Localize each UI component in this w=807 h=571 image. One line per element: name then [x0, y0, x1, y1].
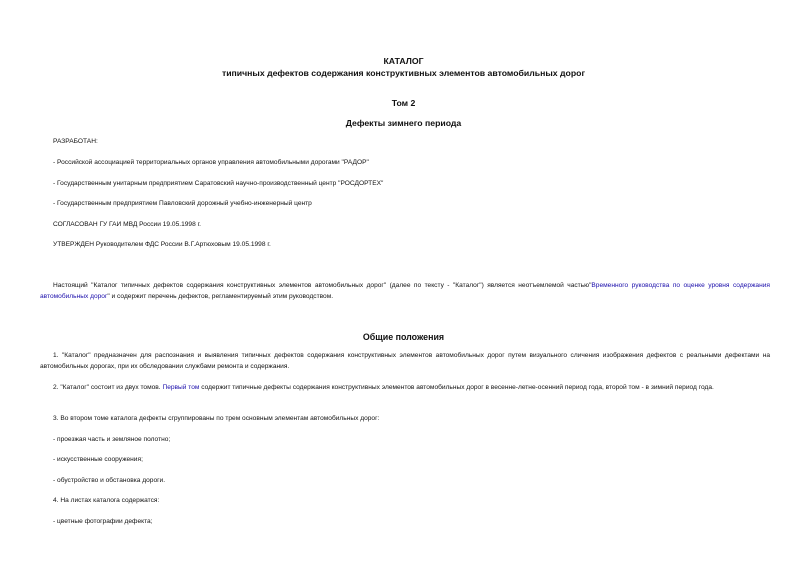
element-item: - проезжая часть и земляное полотно;	[53, 436, 171, 443]
guide-link[interactable]: Временного руководства по оценке уровня содержания автомобильных дорог	[40, 282, 770, 300]
developed-label: РАЗРАБОТАН:	[53, 138, 98, 145]
approved-line: УТВЕРЖДЕН Руководителем ФДС России В.Г.Артюховым 19.05.1998 г.	[53, 241, 271, 248]
agreed-line: СОГЛАСОВАН ГУ ГАИ МВД России 19.05.1998 г.	[53, 221, 202, 228]
element-item: - обустройство и обстановка дороги.	[53, 477, 166, 484]
paragraph-3: 3. Во втором томе каталога дефекты сгруппированы по трем основным элементам автомобильных дорог:	[53, 415, 380, 422]
paragraph-4: 4. На листах каталога содержатся:	[53, 497, 160, 504]
element-item: - искусственные сооружения;	[53, 456, 143, 463]
developer-item: - Российской ассоциацией территориальных органов управления автомобильными дорогами "РАДОР"	[53, 159, 369, 166]
section-heading: Общие положения	[362, 332, 445, 342]
paragraph-1: 1. "Каталог" предназначен для распознания и выявления типичных дефектов содержания конструктивных элементов автомобильных дорог путем визуального сличения изображения дефектов с реальными дефектами на автомобильных дорогах, при их обследовании службами ремонта и содержания.	[40, 352, 770, 370]
intro-paragraph	[40, 281, 770, 302]
intro-text-2: " и содержит перечень дефектов, регламентируемый этим руководством.	[107, 292, 334, 300]
first-volume-link[interactable]: Первый том	[162, 384, 200, 391]
intro-text-1: Настоящий "Каталог типичных дефектов содержания конструктивных элементов автомобильных дорог" (далее по тексту - "Каталог") является неотъемлемой частью"	[53, 282, 592, 289]
doc-subtitle: типичных дефектов содержания конструктивных элементов автомобильных дорог	[221, 68, 586, 78]
content-item: - цветные фотографии дефекта;	[53, 518, 153, 525]
doc-title: КАТАЛОГ	[383, 56, 424, 66]
volume-title: Дефекты зимнего периода	[345, 118, 462, 128]
developer-item: - Государственным унитарным предприятием Саратовский научно-производственный центр "РОСДОРТЕХ"	[53, 180, 384, 187]
paragraph-2: 2. "Каталог" состоит из двух томов. Первый том содержит типичные дефекты содержания конструктивных элементов автомобильных дорог в весенне-летне-осенний период года, второй том - в зимний период года.	[53, 384, 714, 391]
developer-item: - Государственным предприятием Павловский дорожный учебно-инженерный центр	[53, 200, 312, 207]
volume-number: Том 2	[391, 98, 416, 108]
